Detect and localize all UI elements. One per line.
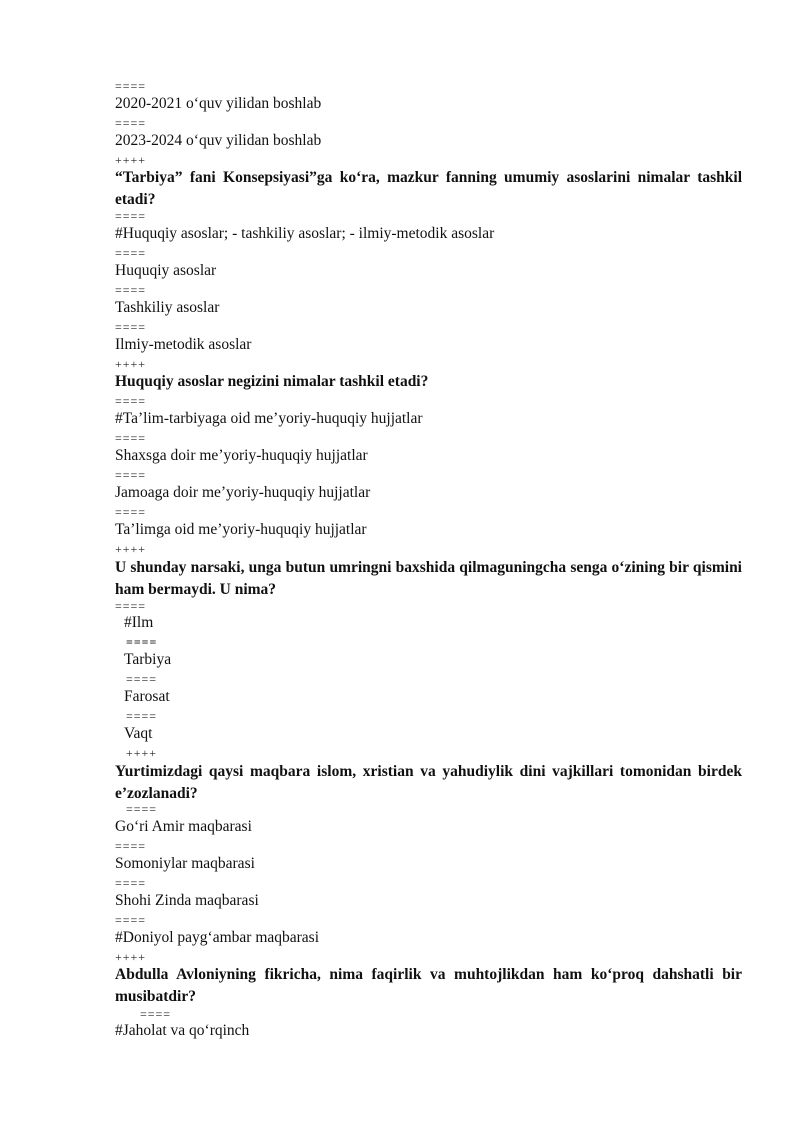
separator: ==== bbox=[115, 283, 147, 297]
separator: ==== bbox=[115, 320, 147, 334]
answer-option: Ta’limga oid me’yoriy-huquqiy hujjatlar bbox=[115, 521, 367, 538]
answer-option: Tarbiya bbox=[124, 651, 172, 668]
separator: ==== bbox=[115, 246, 147, 260]
separator: ==== bbox=[140, 1007, 172, 1021]
answer-option: #Doniyol payg‘ambar maqbarasi bbox=[115, 929, 320, 946]
question-text: “Tarbiya” fani Konsepsiyasi”ga ko‘ra, mazkur fanning umumiy asoslarini nimalar tashkil etadi? bbox=[115, 169, 742, 208]
answer-option: Jamoaga doir me’yoriy-huquqiy hujjatlar bbox=[115, 484, 371, 501]
separator: ++++ bbox=[115, 357, 147, 371]
separator: ==== bbox=[115, 394, 147, 408]
separator: ==== bbox=[115, 79, 147, 93]
answer-option: Tashkiliy asoslar bbox=[115, 299, 220, 316]
answer-option: Ilmiy-metodik asoslar bbox=[115, 336, 252, 353]
separator: ++++ bbox=[115, 153, 147, 167]
answer-option: Go‘ri Amir maqbarasi bbox=[115, 818, 252, 835]
answer-option: 2023-2024 o‘quv yilidan boshlab bbox=[115, 132, 322, 149]
separator: ==== bbox=[115, 913, 147, 927]
answer-option: #Ilm bbox=[124, 614, 154, 631]
answer-option: Somoniylar maqbarasi bbox=[115, 855, 255, 872]
answer-option: #Huquqiy asoslar; - tashkiliy asoslar; - ilmiy-metodik asoslar bbox=[115, 225, 495, 242]
separator: ++++ bbox=[115, 950, 147, 964]
separator: ==== bbox=[115, 876, 147, 890]
answer-option: Huquqiy asoslar bbox=[115, 262, 217, 279]
answer-option: #Ta’lim-tarbiyaga oid me’yoriy-huquqiy hujjatlar bbox=[115, 410, 423, 427]
separator: ==== bbox=[115, 209, 147, 223]
separator: ==== bbox=[115, 116, 147, 130]
answer-option: 2020-2021 o‘quv yilidan boshlab bbox=[115, 95, 322, 112]
question-text: Abdulla Avloniyning fikricha, nima faqirlik va muhtojlikdan ham ko‘proq dahshatli bir musibatdir? bbox=[115, 966, 742, 1005]
question-text: Huquqiy asoslar negizini nimalar tashkil etadi? bbox=[115, 373, 429, 390]
separator: ==== bbox=[115, 599, 147, 613]
separator: ==== bbox=[115, 505, 147, 519]
question-text: Yurtimizdagi qaysi maqbara islom, xristian va yahudiylik dini vajkillari tomonidan birdek e’zozlanadi? bbox=[115, 763, 742, 802]
separator: ==== bbox=[115, 468, 147, 482]
separator: ==== bbox=[126, 635, 158, 649]
separator: ++++ bbox=[115, 542, 147, 556]
separator: ==== bbox=[115, 431, 147, 445]
answer-option: Shaxsga doir me’yoriy-huquqiy hujjatlar bbox=[115, 447, 368, 464]
answer-option: #Jaholat va qo‘rqinch bbox=[115, 1022, 250, 1039]
separator: ==== bbox=[115, 839, 147, 853]
answer-option: Shohi Zinda maqbarasi bbox=[115, 892, 259, 909]
separator: ==== bbox=[126, 672, 158, 686]
separator: ++++ bbox=[126, 746, 158, 760]
answer-option: Farosat bbox=[124, 688, 170, 705]
answer-option: Vaqt bbox=[124, 725, 153, 742]
separator: ==== bbox=[126, 709, 158, 723]
question-text: U shunday narsaki, unga butun umringni baxshida qilmaguningcha senga o‘zining bir qismini ham bermaydi. U nima? bbox=[115, 559, 742, 598]
separator: ==== bbox=[126, 802, 158, 816]
